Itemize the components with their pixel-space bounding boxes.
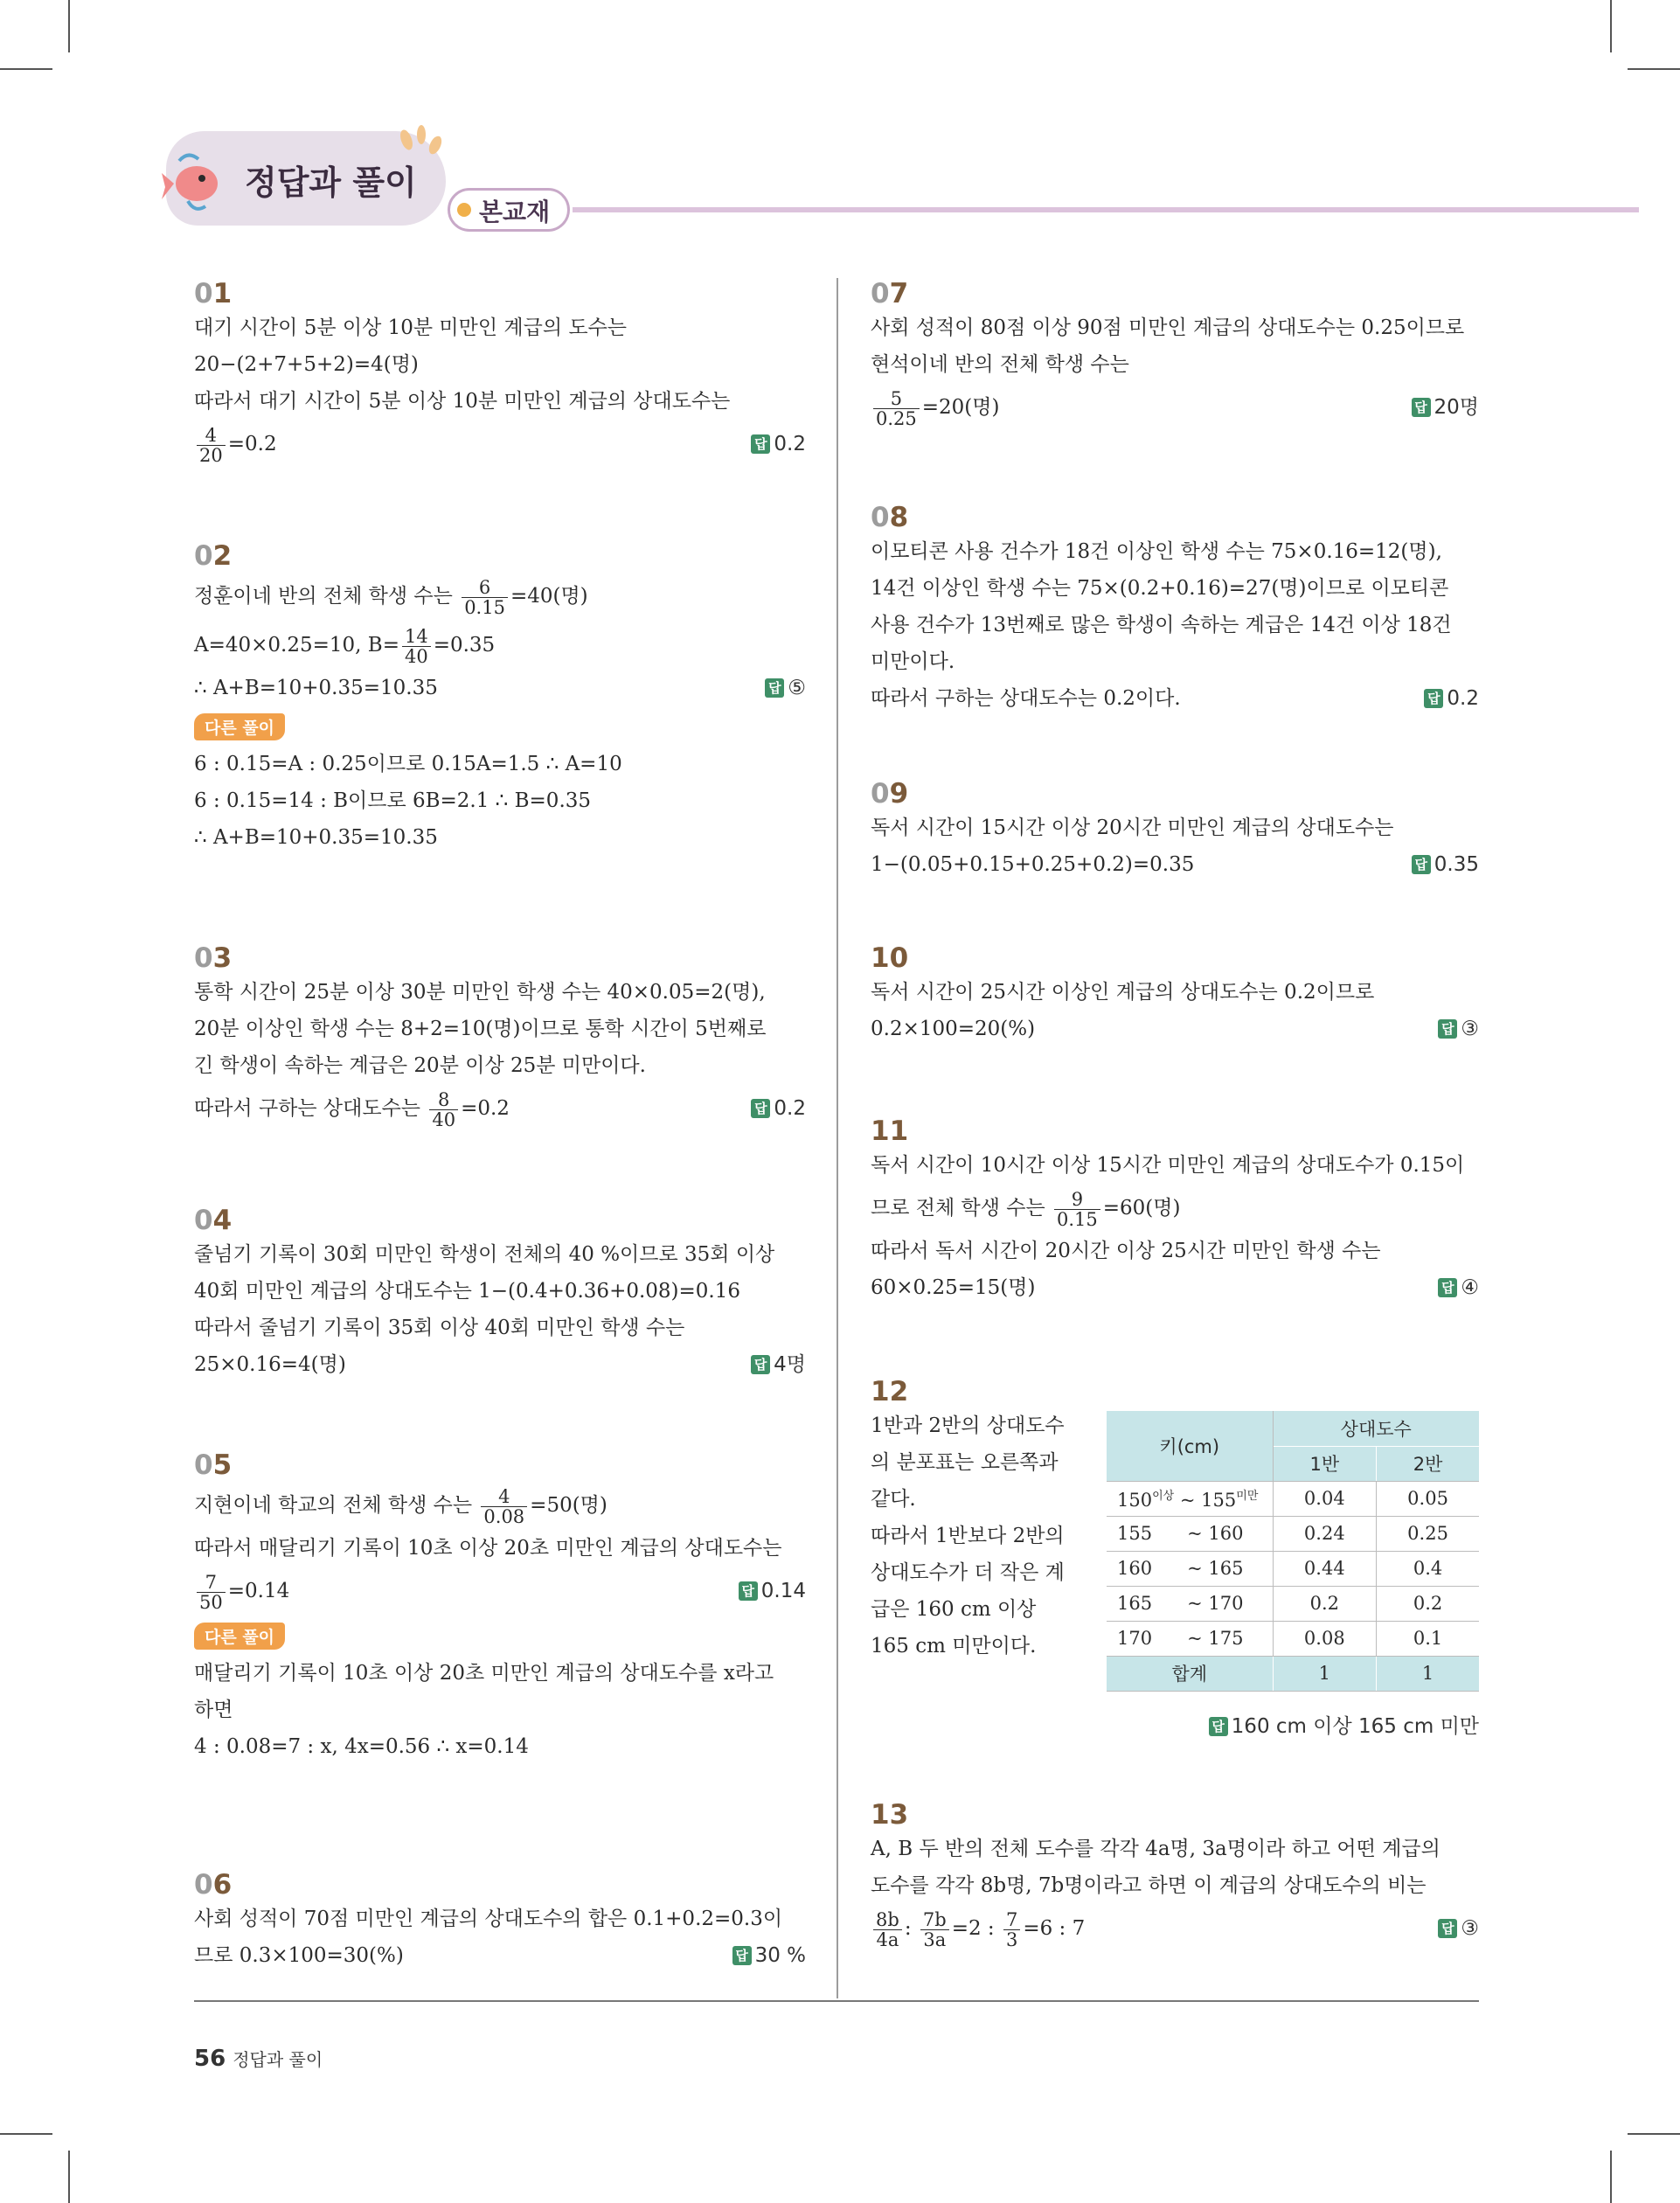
table-row — [1107, 1516, 1479, 1551]
solution-line: ∴ A+B=10+0.35=10.35 — [194, 826, 438, 849]
table-cell-range: 160 ~ 165 — [1107, 1551, 1273, 1586]
solution-line: 1−(0.05+0.15+0.25+0.2)=0.35 답 0.35 — [871, 846, 1479, 883]
problem-06 — [194, 1869, 806, 1974]
solution-line: 따라서 대기 시간이 5분 이상 10분 미만인 계급의 상대도수는 — [194, 390, 731, 413]
solution-line: 이모티콘 사용 건수가 18건 이상인 학생 수는 75×0.16=12(명), — [871, 540, 1442, 563]
problem-02 — [194, 540, 806, 856]
solution-line: 따라서 독서 시간이 20시간 이상 25시간 미만인 학생 수는 — [871, 1240, 1381, 1262]
solution-line: 상대도수가 더 작은 계 — [871, 1561, 1065, 1584]
answer: 답 ③ — [1438, 1011, 1479, 1047]
solution-line: 같다. — [871, 1488, 916, 1511]
solution-line: 통학 시간이 25분 이상 30분 미만인 학생 수는 40×0.05=2(명), — [194, 981, 766, 1004]
problem-number: 09 — [871, 778, 909, 810]
fraction: $\frac{7}{3}$ — [1003, 1910, 1020, 1949]
solution-line: 20−(2+7+5+2)=4(명) — [194, 353, 419, 376]
fraction: $\frac{5}{0.25}$ — [873, 389, 920, 428]
answer-mark-icon: 답 — [732, 1946, 752, 1965]
solution-line: A, B 두 반의 전체 도수를 각각 4a명, 3a명이라 하고 어떤 계급의 — [871, 1838, 1440, 1860]
tag-dot-icon — [457, 203, 471, 217]
solution-line: $\frac{8b}{4a}$ : $\frac{7b}{3a}$ =2 : $\frac{7}{3}$ =6 : 7 답 ③ — [871, 1904, 1479, 1953]
answer-mark-icon: 답 — [739, 1581, 758, 1601]
table-cell: 0.2 — [1377, 1586, 1479, 1621]
problem-13 — [871, 1799, 1479, 1953]
problem-12 — [871, 1376, 1479, 1787]
table-row — [1107, 1551, 1479, 1586]
table-row — [1107, 1586, 1479, 1621]
solution-line: 므로 0.3×100=30(%) 답 30 % — [194, 1937, 806, 1974]
table-cell: 0.04 — [1273, 1481, 1377, 1516]
fraction: $\frac{8}{40}$ — [429, 1090, 458, 1129]
answer: 답 ③ — [1438, 1904, 1479, 1953]
problem-number: 07 — [871, 278, 909, 309]
solution-line: 지현이네 학교의 전체 학생 수는 $\frac{4}{0.08}$ =50(명) — [194, 1485, 607, 1527]
alt-solution-badge: 다른 풀이 — [194, 1623, 285, 1650]
solution-line: 25×0.16=4(명) 답 4명 — [194, 1346, 806, 1383]
table-header-class1: 1반 — [1273, 1446, 1377, 1481]
table-cell-total-label: 합계 — [1107, 1656, 1273, 1691]
problem-number: 08 — [871, 502, 909, 533]
answer-mark-icon: 답 — [765, 678, 784, 698]
footer-label: 정답과 풀이 — [233, 2049, 323, 2070]
table-row — [1107, 1621, 1479, 1656]
header-title: 정답과 풀이 — [245, 163, 417, 202]
crop-mark — [1610, 0, 1612, 52]
table-cell: 0.4 — [1377, 1551, 1479, 1586]
answer: 답 4명 — [751, 1346, 806, 1383]
solution-line: 1반과 2반의 상대도수 — [871, 1414, 1065, 1437]
table-cell-range: $150^{이상}$ ~ $155^{미만}$ — [1107, 1481, 1273, 1516]
solution-line: 4 : 0.08=7 : x, 4x=0.56 ∴ x=0.14 — [194, 1735, 529, 1758]
page-number: 56 — [194, 2046, 226, 2072]
problem-04 — [194, 1205, 806, 1383]
relative-frequency-table — [1107, 1411, 1479, 1692]
answer: 답 20명 — [1412, 383, 1480, 432]
solution-line: 긴 학생이 속하는 계급은 20분 이상 25분 미만이다. — [194, 1054, 646, 1077]
table-cell: 0.2 — [1273, 1586, 1377, 1621]
table-cell: 0.05 — [1377, 1481, 1479, 1516]
table-cell-range: 165 ~ 170 — [1107, 1586, 1273, 1621]
table-cell: 0.24 — [1273, 1516, 1377, 1551]
solution-line: 20분 이상인 학생 수는 8+2=10(명)이므로 통학 시간이 5번째로 — [194, 1018, 767, 1040]
solution-line: 사용 건수가 13번째로 많은 학생이 속하는 계급은 14건 이상 18건 — [871, 614, 1452, 636]
answer-mark-icon: 답 — [1412, 398, 1431, 417]
fraction: $\frac{4}{0.08}$ — [481, 1487, 527, 1526]
solution-line: 따라서 구하는 상대도수는 $\frac{8}{40}$ =0.2 답 0.2 — [194, 1084, 806, 1133]
answer-mark-icon: 답 — [1424, 689, 1443, 708]
fraction: $\frac{8b}{4a}$ — [873, 1910, 902, 1949]
table-cell: 0.25 — [1377, 1516, 1479, 1551]
problem-12-text — [871, 1407, 1089, 1664]
solution-line: ∴ A+B=10+0.35=10.35 답 ⑤ — [194, 670, 806, 706]
solution-line: 독서 시간이 15시간 이상 20시간 미만인 계급의 상대도수는 — [871, 817, 1394, 839]
crop-mark — [0, 68, 52, 70]
crop-mark — [1628, 68, 1680, 70]
problem-09 — [871, 778, 1479, 883]
solution-line: $\frac{4}{20}$ =0.2 답 0.2 — [194, 420, 806, 469]
fraction: $\frac{6}{0.15}$ — [462, 578, 508, 617]
solution-line: A=40×0.25=10, B= $\frac{14}{40}$ =0.35 — [194, 625, 496, 667]
table-header-height: 키(cm) — [1107, 1411, 1273, 1481]
answer: 답 0.2 — [751, 1084, 806, 1133]
solution-line: 165 cm 미만이다. — [871, 1635, 1037, 1657]
answer: 답 160 cm 이상 165 cm 미만 — [1209, 1708, 1479, 1745]
crop-mark — [1628, 2133, 1680, 2135]
fraction: $\frac{14}{40}$ — [402, 627, 431, 666]
solution-line: 따라서 매달리기 기록이 10초 이상 20초 미만인 계급의 상대도수는 — [194, 1537, 782, 1560]
solution-line: 사회 성적이 80점 이상 90점 미만인 계급의 상대도수는 0.25이므로 — [871, 316, 1465, 339]
answer: 답 ⑤ — [765, 670, 806, 706]
solution-line: 대기 시간이 5분 이상 10분 미만인 계급의 도수는 — [194, 316, 628, 339]
mascot-icon — [162, 149, 240, 219]
column-divider — [837, 278, 838, 1998]
problem-number: 06 — [194, 1869, 233, 1901]
answer-mark-icon: 답 — [1438, 1919, 1457, 1938]
answer: 답 0.2 — [751, 420, 806, 469]
solution-line: 급은 160 cm 이상 — [871, 1598, 1037, 1621]
solution-line: 므로 전체 학생 수는 $\frac{9}{0.15}$ =60(명) — [871, 1188, 1181, 1230]
answer: 답 30 % — [732, 1937, 806, 1974]
solution-line: 정훈이네 반의 전체 학생 수는 $\frac{6}{0.15}$ =40(명) — [194, 576, 588, 618]
problem-number: 13 — [871, 1799, 909, 1831]
fraction: $\frac{9}{0.15}$ — [1054, 1190, 1100, 1229]
solution-line: 6 : 0.15=14 : B이므로 6B=2.1 ∴ B=0.35 — [194, 789, 592, 812]
table-cell: 1 — [1377, 1656, 1479, 1691]
problem-number: 12 — [871, 1376, 909, 1407]
crop-mark — [0, 2133, 52, 2135]
page-footer — [194, 2046, 323, 2072]
table-cell-range: 170 ~ 175 — [1107, 1621, 1273, 1656]
alt-solution-badge: 다른 풀이 — [194, 713, 285, 740]
problem-number: 10 — [871, 942, 909, 974]
solution-line: 현석이네 반의 전체 학생 수는 — [871, 353, 1129, 376]
answer-mark-icon: 답 — [1438, 1019, 1457, 1039]
solution-line: 의 분포표는 오른쪽과 — [871, 1451, 1059, 1474]
problem-10 — [871, 942, 1479, 1047]
fraction: $\frac{4}{20}$ — [197, 426, 226, 465]
problem-number: 11 — [871, 1115, 909, 1147]
solution-line: 줄넘기 기록이 30회 미만인 학생이 전체의 40 %이므로 35회 이상 — [194, 1243, 775, 1266]
problem-05 — [194, 1449, 806, 1765]
crop-mark — [68, 0, 70, 52]
answer-mark-icon: 답 — [751, 434, 770, 454]
answer-row — [871, 1708, 1479, 1745]
table-total-row — [1107, 1656, 1479, 1691]
answer-mark-icon: 답 — [1438, 1278, 1457, 1297]
solution-line: 따라서 1반보다 2반의 — [871, 1525, 1065, 1547]
solution-line: 6 : 0.15=A : 0.25이므로 0.15A=1.5 ∴ A=10 — [194, 753, 622, 775]
table-header-group: 상대도수 — [1273, 1411, 1479, 1446]
fraction: $\frac{7b}{3a}$ — [920, 1910, 949, 1949]
fraction: $\frac{7}{50}$ — [197, 1573, 226, 1612]
table-row — [1107, 1481, 1479, 1516]
answer: 답 0.35 — [1412, 846, 1479, 883]
crop-mark — [1610, 2151, 1612, 2203]
problem-01 — [194, 278, 806, 469]
header-rule — [573, 207, 1639, 212]
solution-line: 40회 미만인 계급의 상대도수는 1−(0.4+0.36+0.08)=0.16 — [194, 1280, 741, 1303]
solution-line: 사회 성적이 70점 미만인 계급의 상대도수의 합은 0.1+0.2=0.3이 — [194, 1908, 783, 1930]
problem-08 — [871, 502, 1479, 717]
solution-line: 도수를 각각 8b명, 7b명이라고 하면 이 계급의 상대도수의 비는 — [871, 1874, 1427, 1897]
answer-mark-icon: 답 — [751, 1099, 770, 1118]
table-cell: 0.08 — [1273, 1621, 1377, 1656]
section-tag-label: 본교재 — [479, 198, 551, 226]
problem-11 — [871, 1115, 1479, 1306]
answer-mark-icon: 답 — [1209, 1717, 1228, 1736]
problem-03 — [194, 942, 806, 1133]
solution-line: 14건 이상인 학생 수는 75×(0.2+0.16)=27(명)이므로 이모티콘 — [871, 577, 1449, 600]
solution-line: 독서 시간이 10시간 이상 15시간 미만인 계급의 상대도수가 0.15이 — [871, 1154, 1465, 1177]
solution-line: $\frac{7}{50}$ =0.14 답 0.14 — [194, 1567, 806, 1616]
solution-line: 따라서 구하는 상대도수는 0.2이다. 답 0.2 — [871, 680, 1479, 717]
table-cell: 0.1 — [1377, 1621, 1479, 1656]
solution-line: $\frac{5}{0.25}$ =20(명) 답 20명 — [871, 383, 1479, 432]
problem-07 — [871, 278, 1479, 432]
crop-mark — [68, 2151, 70, 2203]
solution-line: 따라서 줄넘기 기록이 35회 이상 40회 미만인 학생 수는 — [194, 1317, 685, 1339]
solution-line: 하면 — [194, 1699, 233, 1721]
problem-number: 05 — [194, 1449, 233, 1481]
solution-line: 0.2×100=20(%) 답 ③ — [871, 1011, 1479, 1047]
table-cell: 1 — [1273, 1656, 1377, 1691]
solution-line: 미만이다. — [871, 650, 955, 673]
table-header-class2: 2반 — [1377, 1446, 1479, 1481]
answer-mark-icon: 답 — [1412, 855, 1431, 874]
table-cell: 0.44 — [1273, 1551, 1377, 1586]
problem-number: 01 — [194, 278, 233, 309]
problem-number: 03 — [194, 942, 233, 974]
answer-mark-icon: 답 — [751, 1355, 770, 1374]
answer: 답 ④ — [1438, 1269, 1479, 1306]
problem-number: 02 — [194, 540, 233, 572]
solution-line: 60×0.25=15(명) 답 ④ — [871, 1269, 1479, 1306]
solution-line: 독서 시간이 25시간 이상인 계급의 상대도수는 0.2이므로 — [871, 981, 1375, 1004]
problem-number: 04 — [194, 1205, 233, 1236]
table-cell-range: 155 ~ 160 — [1107, 1516, 1273, 1551]
answer: 답 0.14 — [739, 1567, 806, 1616]
bottom-rule — [194, 2000, 1479, 2002]
answer: 답 0.2 — [1424, 680, 1479, 717]
solution-line: 매달리기 기록이 10초 이상 20초 미만인 계급의 상대도수를 x라고 — [194, 1662, 774, 1685]
